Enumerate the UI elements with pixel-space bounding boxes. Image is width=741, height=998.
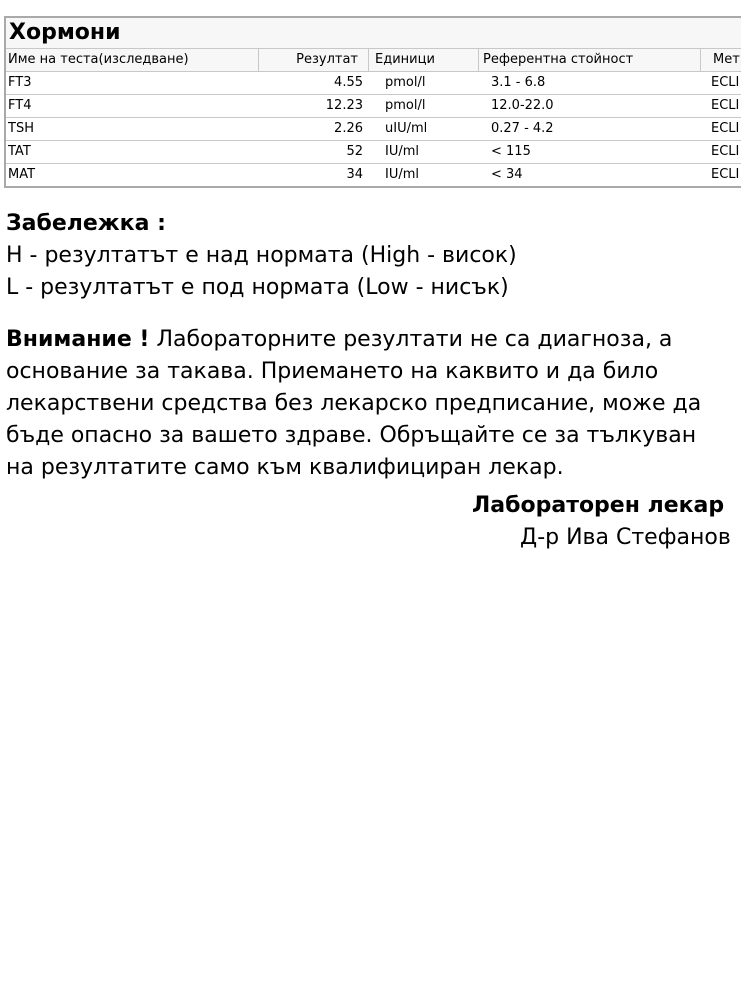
test-unit: IU/ml: [385, 167, 420, 182]
test-unit: uIU/ml: [385, 121, 428, 136]
warning-line-5: на резултатите само към квалифициран лекар.: [6, 455, 564, 480]
test-result: 12.23: [325, 98, 363, 113]
test-result: 34: [346, 167, 363, 182]
signature-block: [472, 490, 741, 554]
warning-line-2: основание за такава. Приемането на каквито и да било: [6, 359, 659, 384]
test-result: 2.26: [334, 121, 363, 136]
warning-block: [6, 324, 741, 484]
header-test-name: Име на теста(изследване): [6, 49, 259, 71]
lab-report: [4, 16, 741, 188]
header-result: Резултат: [259, 49, 369, 71]
warning-line-1: Лабораторните резултати не са диагноза, а: [149, 327, 673, 352]
test-method: ECLI: [711, 167, 740, 182]
test-reference: < 34: [491, 167, 523, 182]
notes-heading: Забележка :: [6, 211, 166, 236]
signature-name: Д-р Ива Стефанов: [520, 525, 731, 550]
table-row: [6, 95, 741, 118]
test-name: FT4: [8, 98, 32, 113]
header-reference: Референтна стойност: [479, 49, 701, 71]
test-name: MAT: [8, 167, 36, 182]
test-reference: 3.1 - 6.8: [491, 75, 546, 90]
table-row: [6, 164, 741, 186]
header-unit: Единици: [369, 49, 479, 71]
warning-line-3: лекарствени средства без лекарско предписание, може да: [6, 391, 702, 416]
table-row: [6, 118, 741, 141]
test-method: ECLI: [711, 121, 740, 136]
test-result: 4.55: [334, 75, 363, 90]
test-reference: < 115: [491, 144, 531, 159]
test-name: TAT: [8, 144, 31, 159]
table-row: [6, 72, 741, 95]
test-method: ECLI: [711, 144, 740, 159]
note-low: L - резултатът е под нормата (Low - нисък): [6, 275, 509, 300]
test-reference: 12.0-22.0: [491, 98, 554, 113]
test-result: 52: [346, 144, 363, 159]
test-unit: pmol/l: [385, 75, 426, 90]
test-unit: pmol/l: [385, 98, 426, 113]
notes-block: [6, 208, 741, 304]
table-header-row: [6, 49, 741, 72]
test-reference: 0.27 - 4.2: [491, 121, 554, 136]
results-table: [4, 16, 741, 188]
table-row: [6, 141, 741, 164]
test-method: ECLI: [711, 75, 740, 90]
test-name: TSH: [8, 121, 34, 136]
test-name: FT3: [8, 75, 32, 90]
note-high: H - резултатът е над нормата (High - висок): [6, 243, 517, 268]
warning-label: Внимание !: [6, 327, 150, 352]
header-method: Мет: [713, 52, 740, 67]
test-method: ECLI: [711, 98, 740, 113]
signature-title: Лабораторен лекар: [472, 493, 725, 518]
section-title: Хормони: [6, 18, 741, 49]
warning-line-4: бъде опасно за вашето здраве. Обръщайте се за тълкуван: [6, 423, 697, 448]
test-unit: IU/ml: [385, 144, 420, 159]
